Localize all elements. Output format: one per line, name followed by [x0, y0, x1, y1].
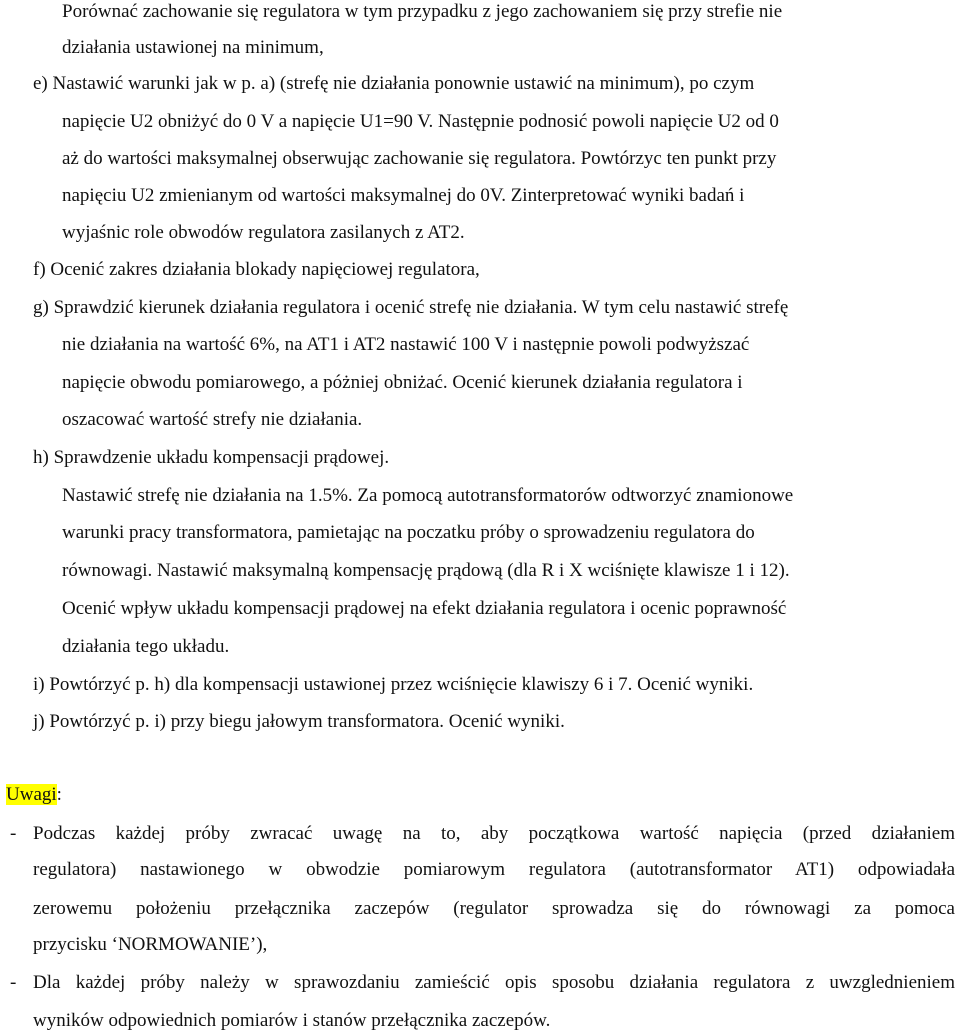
note-2-line: Dla każdej próby należy w sprawozdaniu zamieścić opis sposobu działania regulatora z uwzglednieniem	[33, 972, 955, 993]
paragraph-line: działania ustawionej na minimum,	[62, 37, 324, 58]
item-h-line: równowagi. Nastawić maksymalną kompensację prądową (dla R i X wciśnięte klawisze 1 i 12).	[62, 560, 790, 581]
item-e-line: napięciu U2 zmienianym od wartości maksymalnej do 0V. Zinterpretować wyniki badań i	[62, 185, 745, 206]
item-e-heading: e) Nastawić warunki jak w p. a) (strefę nie działania ponownie ustawić na minimum), po czym	[33, 73, 755, 94]
item-h-line: Ocenić wpływ układu kompensacji prądowej na efekt działania regulatora i ocenic poprawność	[62, 598, 787, 619]
item-h-heading: h) Sprawdzenie układu kompensacji prądowej.	[33, 447, 390, 468]
note-1-line: regulatora) nastawionego w obwodzie pomiarowym regulatora (autotransformator AT1) odpowiadała	[33, 859, 955, 880]
note-1-line: Podczas każdej próby zwracać uwagę na to, aby początkowa wartość napięcia (przed działaniem	[33, 823, 955, 844]
item-f: f) Ocenić zakres działania blokady napięciowej regulatora,	[33, 259, 480, 280]
note-1-line: zerowemu położeniu przełącznika zaczepów (regulator sprowadza się do równowagi za pomoca	[33, 898, 955, 919]
item-i: i) Powtórzyć p. h) dla kompensacji ustawionej przez wciśnięcie klawiszy 6 i 7. Ocenić wyniki.	[33, 674, 754, 695]
item-g-line: napięcie obwodu pomiarowego, a póżniej obniżać. Ocenić kierunek działania regulatora i	[62, 372, 743, 393]
notes-heading-colon: :	[56, 784, 62, 805]
bullet-dash: -	[10, 972, 17, 993]
notes-heading-label: Uwagi	[6, 784, 57, 805]
item-e-line: napięcie U2 obniżyć do 0 V a napięcie U1=90 V. Następnie podnosić powoli napięcie U2 od 0	[62, 111, 779, 132]
item-j: j) Powtórzyć p. i) przy biegu jałowym transformatora. Ocenić wyniki.	[33, 711, 565, 732]
notes-heading	[6, 783, 62, 807]
item-h-line: działania tego układu.	[62, 636, 230, 657]
item-h-line: Nastawić strefę nie działania na 1.5%. Za pomocą autotransformatorów odtworzyć znamionowe	[62, 485, 794, 506]
item-g-line: oszacować wartość strefy nie działania.	[62, 409, 363, 430]
note-1-line: przycisku ‘NORMOWANIE’),	[33, 934, 268, 955]
item-g-heading: g) Sprawdzić kierunek działania regulatora i ocenić strefę nie działania. W tym celu nastawić strefę	[33, 297, 789, 318]
bullet-dash: -	[10, 823, 17, 844]
note-2-line: wyników odpowiednich pomiarów i stanów przełącznika zaczepów.	[33, 1010, 551, 1031]
paragraph-line: Porównać zachowanie się regulatora w tym przypadku z jego zachowaniem się przy strefie nie	[62, 1, 783, 22]
item-g-line: nie działania na wartość 6%, na AT1 i AT2 nastawić 100 V i następnie powoli podwyższać	[62, 334, 750, 355]
item-h-line: warunki pracy transformatora, pamietając na poczatku próby o sprowadzeniu regulatora do	[62, 522, 755, 543]
item-e-line: aż do wartości maksymalnej obserwując zachowanie się regulatora. Powtórzyc ten punkt przy	[62, 148, 777, 169]
item-e-line: wyjaśnic role obwodów regulatora zasilanych z AT2.	[62, 222, 465, 243]
